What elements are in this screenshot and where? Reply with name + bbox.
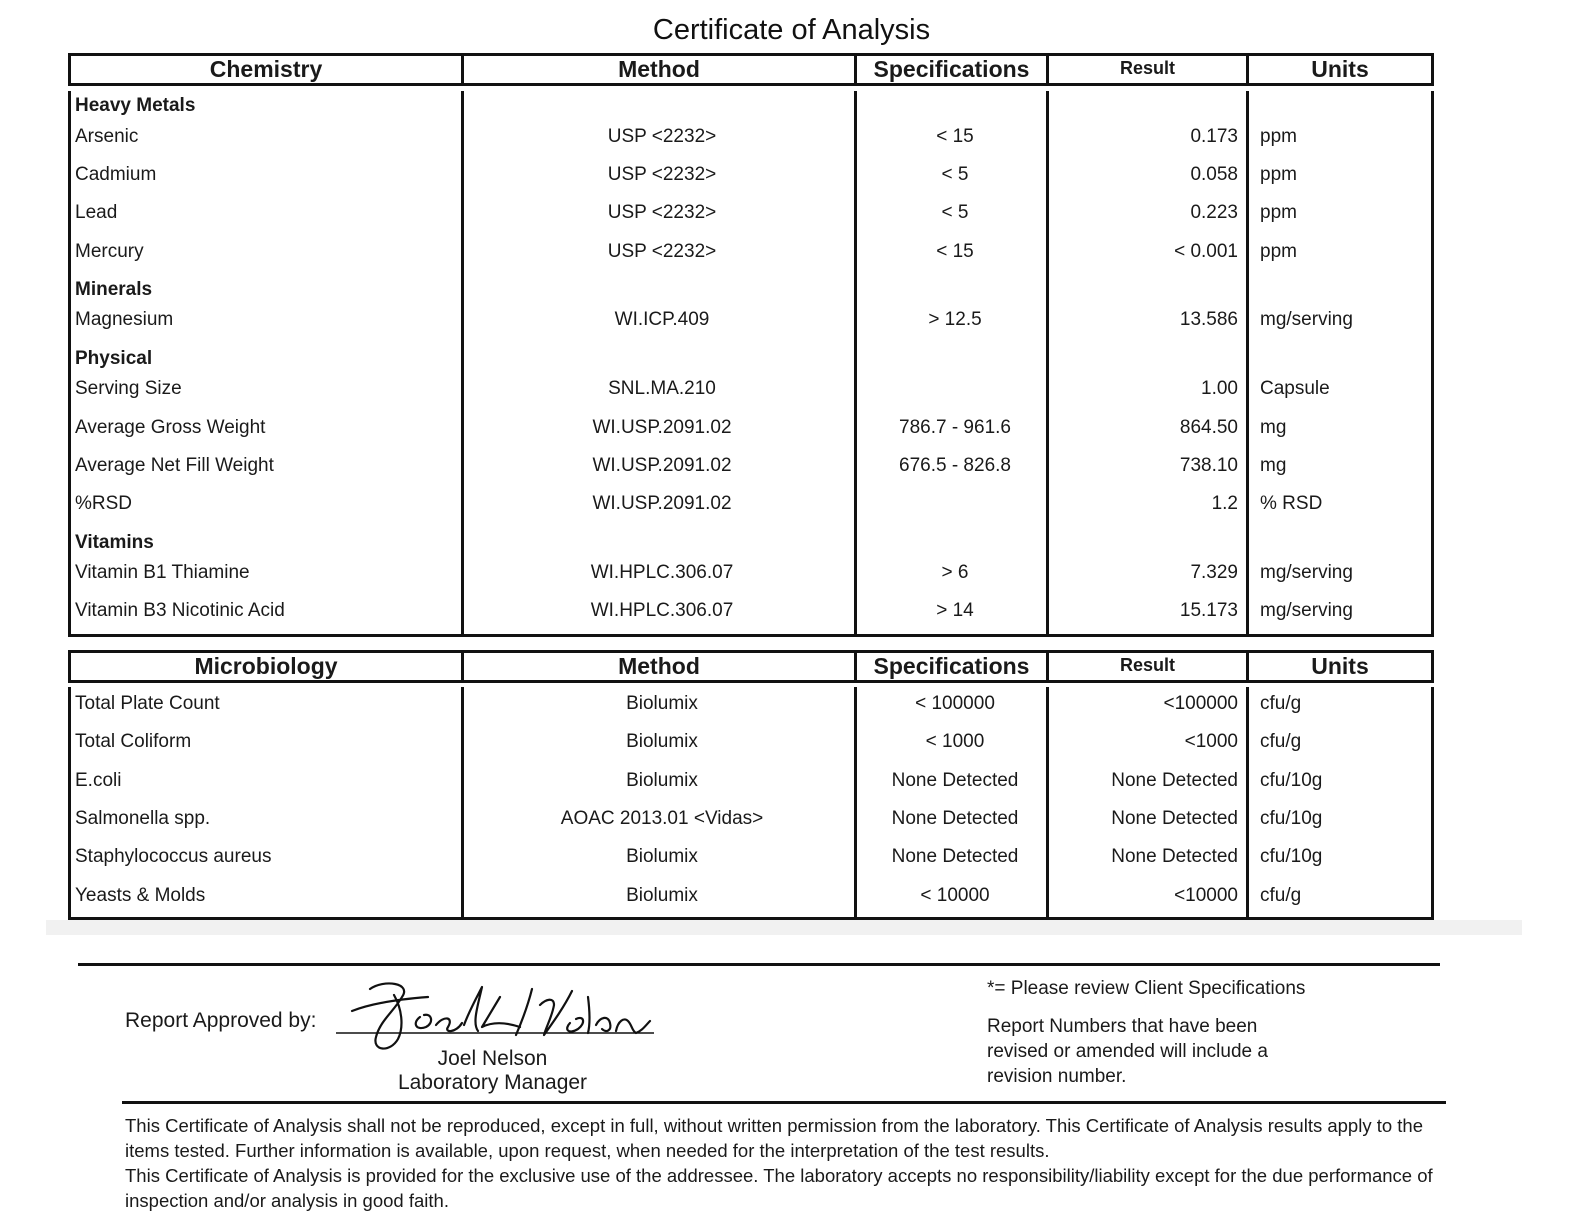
chemistry-unit: ppm [1260, 202, 1297, 223]
microbiology-test-name: E.coli [75, 770, 122, 791]
chemistry-test-name: Average Net Fill Weight [75, 455, 274, 476]
chemistry-unit: mg/serving [1260, 562, 1353, 583]
chemistry-section-title: Heavy Metals [75, 95, 196, 116]
chemistry-section-title: Vitamins [75, 532, 154, 553]
table-row [71, 881, 1437, 911]
chemistry-result: 0.223 [1190, 202, 1238, 223]
microbiology-unit: cfu/10g [1260, 808, 1323, 829]
chemistry-method: WI.USP.2091.02 [592, 493, 732, 514]
chemistry-test-name: %RSD [75, 493, 133, 514]
chemistry-specification: < 15 [936, 241, 974, 262]
chemistry-unit: ppm [1260, 241, 1297, 262]
chemistry-result: 738.10 [1179, 455, 1238, 476]
chemistry-result: 15.173 [1179, 600, 1238, 621]
table-row [71, 305, 1437, 335]
chemistry-specification: < 15 [936, 126, 974, 147]
chemistry-specification: > 12.5 [928, 309, 982, 330]
chemistry-unit: mg [1260, 417, 1287, 438]
microbiology-test-name: Yeasts & Molds [75, 885, 206, 906]
chemistry-test-name: Cadmium [75, 164, 157, 185]
microbiology-header-name: Microbiology [71, 653, 464, 680]
microbiology-test-name: Total Plate Count [75, 693, 220, 714]
microbiology-method: AOAC 2013.01 <Vidas> [560, 808, 764, 829]
microbiology-header-result: Result [1049, 653, 1249, 680]
table-row [71, 596, 1437, 626]
chemistry-section-title: Minerals [75, 279, 153, 300]
chemistry-header-units: Units [1311, 56, 1369, 82]
chemistry-test-name: Arsenic [75, 126, 139, 147]
chemistry-unit: mg/serving [1260, 600, 1353, 621]
chemistry-specification: < 5 [941, 202, 969, 223]
table-row [71, 489, 1437, 519]
table-row [71, 451, 1437, 481]
microbiology-unit: cfu/10g [1260, 770, 1323, 791]
divider-line [78, 963, 1440, 966]
chemistry-table-body [68, 91, 1434, 637]
chemistry-unit: ppm [1260, 126, 1297, 147]
table-row [71, 804, 1437, 834]
chemistry-specification: > 6 [941, 562, 969, 583]
microbiology-result: None Detected [1111, 770, 1238, 791]
microbiology-method: Biolumix [626, 846, 698, 867]
microbiology-specification: None Detected [891, 808, 1019, 829]
revision-note-line: revision number. [987, 1066, 1127, 1087]
disclaimer-paragraph: This Certificate of Analysis is provided for the exclusive use of the addressee. The laboratory accepts no responsibility/liability except for the due performance of inspection and/or analysis in good faith. [125, 1165, 1433, 1211]
microbiology-method: Biolumix [626, 731, 698, 752]
microbiology-header-method: Method [464, 653, 857, 680]
microbiology-result: None Detected [1111, 808, 1238, 829]
chemistry-unit: mg/serving [1260, 309, 1353, 330]
microbiology-test-name: Salmonella spp. [75, 808, 211, 829]
section-header-row [71, 528, 1437, 558]
microbiology-header-row [68, 650, 1434, 683]
microbiology-method: Biolumix [626, 770, 698, 791]
chemistry-method: USP <2232> [607, 241, 717, 262]
chemistry-method: WI.HPLC.306.07 [590, 562, 734, 583]
page-title: Certificate of Analysis [652, 14, 931, 46]
microbiology-header-specifications: Specifications [857, 653, 1049, 680]
client-spec-note: *= Please review Client Specifications [987, 978, 1306, 999]
chemistry-test-name: Vitamin B3 Nicotinic Acid [75, 600, 285, 621]
chemistry-header-result: Result [1049, 56, 1249, 83]
table-row [71, 122, 1437, 152]
chemistry-method: USP <2232> [607, 202, 717, 223]
microbiology-specification: < 100000 [915, 693, 995, 714]
chemistry-result: 13.586 [1179, 309, 1238, 330]
table-row [71, 766, 1437, 796]
table-row [71, 842, 1437, 872]
chemistry-result: < 0.001 [1174, 241, 1238, 262]
chemistry-unit: % RSD [1260, 493, 1323, 514]
microbiology-specification: None Detected [891, 770, 1019, 791]
approver-role: Laboratory Manager [397, 1071, 588, 1094]
approved-by-label: Report Approved by: [125, 1009, 317, 1032]
chemistry-header-row [68, 53, 1434, 86]
table-row [71, 558, 1437, 588]
chemistry-method: WI.USP.2091.02 [592, 417, 732, 438]
chemistry-unit: ppm [1260, 164, 1297, 185]
chemistry-unit: Capsule [1260, 378, 1330, 399]
table-row [71, 198, 1437, 228]
microbiology-specification: < 1000 [925, 731, 985, 752]
disclaimer-paragraph: This Certificate of Analysis shall not be reproduced, except in full, without written permission from the laboratory. This Certificate of Analysis results apply to the items tested. Further information is available, upon request, when needed for the interpretation of the test results. [125, 1115, 1423, 1161]
chemistry-method: WI.ICP.409 [614, 309, 710, 330]
microbiology-result: <10000 [1174, 885, 1238, 906]
chemistry-header-specifications: Specifications [857, 56, 1049, 83]
revision-note-line: Report Numbers that have been [987, 1016, 1258, 1037]
chemistry-method: WI.USP.2091.02 [592, 455, 732, 476]
microbiology-unit: cfu/g [1260, 885, 1302, 906]
chemistry-header-method: Method [464, 56, 857, 83]
microbiology-unit: cfu/10g [1260, 846, 1323, 867]
microbiology-result: <100000 [1163, 693, 1238, 714]
section-header-row [71, 344, 1437, 374]
chemistry-result: 0.173 [1190, 126, 1238, 147]
chemistry-unit: mg [1260, 455, 1287, 476]
section-header-row [71, 91, 1437, 121]
microbiology-result: None Detected [1111, 846, 1238, 867]
chemistry-specification: < 5 [941, 164, 969, 185]
chemistry-test-name: Vitamin B1 Thiamine [75, 562, 250, 583]
revision-note-line: revised or amended will include a [987, 1041, 1268, 1062]
chemistry-method: USP <2232> [607, 126, 717, 147]
microbiology-header-units: Units [1311, 653, 1369, 679]
disclaimer [125, 1113, 1445, 1213]
chemistry-test-name: Serving Size [75, 378, 182, 399]
table-row [71, 374, 1437, 404]
chemistry-result: 1.2 [1211, 493, 1238, 514]
chemistry-test-name: Lead [75, 202, 118, 223]
chemistry-test-name: Magnesium [75, 309, 174, 330]
chemistry-method: SNL.MA.210 [608, 378, 716, 399]
table-row [71, 727, 1437, 757]
table-row [71, 413, 1437, 443]
revision-note [987, 1014, 1347, 1089]
chemistry-result: 0.058 [1190, 164, 1238, 185]
table-row [71, 237, 1437, 267]
chemistry-specification: 786.7 - 961.6 [899, 417, 1011, 438]
microbiology-unit: cfu/g [1260, 731, 1302, 752]
section-header-row [71, 275, 1437, 305]
microbiology-result: <1000 [1184, 731, 1238, 752]
divider-line [122, 1101, 1446, 1104]
chemistry-result: 864.50 [1179, 417, 1238, 438]
microbiology-specification: < 10000 [920, 885, 990, 906]
table-row [71, 689, 1437, 719]
microbiology-method: Biolumix [626, 693, 698, 714]
chemistry-result: 7.329 [1190, 562, 1238, 583]
chemistry-method: WI.HPLC.306.07 [590, 600, 734, 621]
page-band [46, 920, 1522, 935]
signature [332, 975, 662, 1057]
chemistry-header-name: Chemistry [71, 56, 464, 83]
chemistry-method: USP <2232> [607, 164, 717, 185]
microbiology-test-name: Total Coliform [75, 731, 192, 752]
chemistry-test-name: Average Gross Weight [75, 417, 266, 438]
chemistry-specification: 676.5 - 826.8 [899, 455, 1011, 476]
microbiology-specification: None Detected [891, 846, 1019, 867]
approver-name: Joel Nelson [437, 1047, 548, 1070]
chemistry-section-title: Physical [75, 348, 153, 369]
microbiology-table-body [68, 687, 1434, 920]
table-row [71, 160, 1437, 190]
microbiology-test-name: Staphylococcus aureus [75, 846, 272, 867]
microbiology-unit: cfu/g [1260, 693, 1302, 714]
microbiology-method: Biolumix [626, 885, 698, 906]
chemistry-specification: > 14 [936, 600, 974, 621]
chemistry-result: 1.00 [1201, 378, 1238, 399]
chemistry-test-name: Mercury [75, 241, 144, 262]
